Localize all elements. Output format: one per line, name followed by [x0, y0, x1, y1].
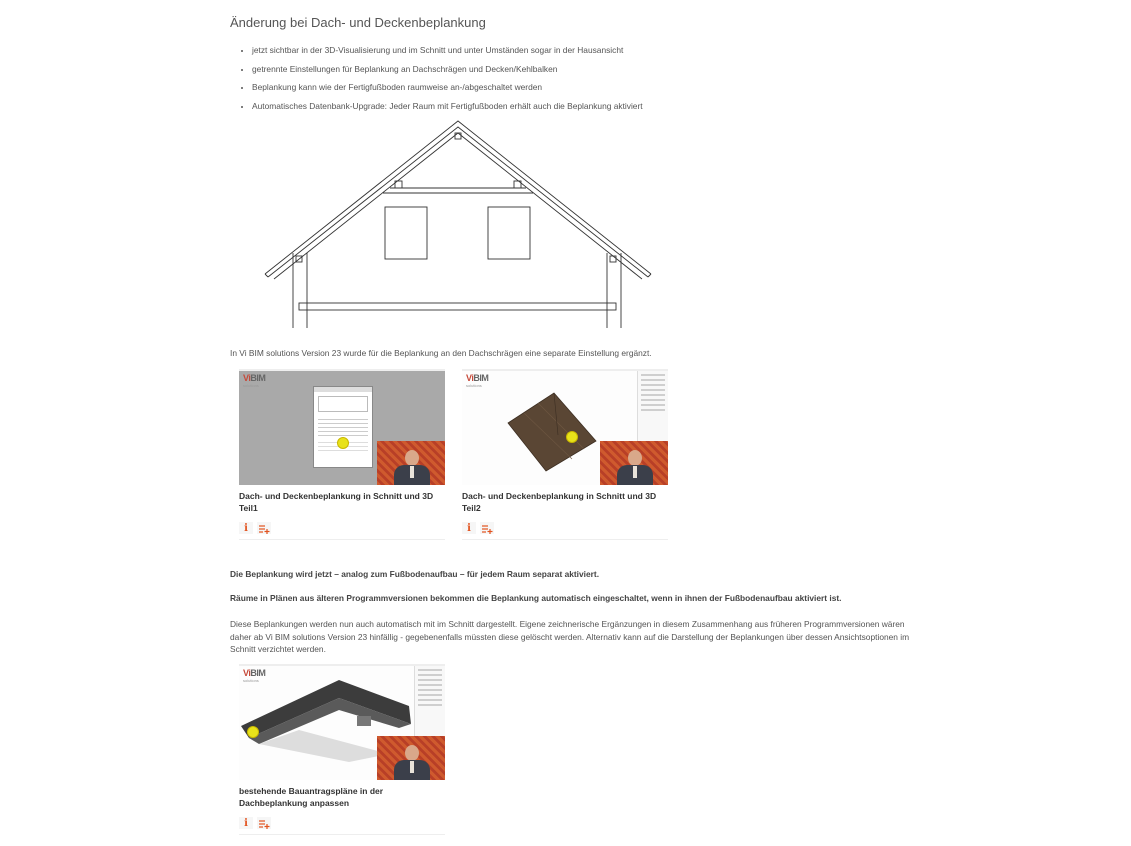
list-item: • Beplankung kann wie der Fertigfußboden raumweise an-/abgeschaltet werden — [252, 80, 643, 99]
roof-section-drawing — [262, 118, 654, 330]
video-thumbnail[interactable] — [239, 664, 445, 780]
video-title[interactable]: bestehende Bauantragspläne in der Dachbeplankung anpassen — [239, 786, 384, 808]
dialog-screenshot — [313, 386, 373, 468]
bold-statement-2: Räume in Plänen aus älteren Programmversionen bekommen die Beplankung automatisch eingeschaltet, wenn in ihnen der Fußbodenaufbau aktiviert ist. — [230, 593, 842, 603]
list-item: • jetzt sichtbar in der 3D-Visualisierung und im Schnitt und unter Umständen sogar in der Hausansicht — [252, 43, 643, 62]
cursor-highlight — [566, 431, 578, 443]
info-icon[interactable]: i — [239, 817, 253, 829]
video-card-1[interactable] — [239, 369, 445, 540]
detail-paragraph: Diese Beplankungen werden nun auch automatisch mit im Schnitt dargestellt. Eigene zeichnerische Ergänzungen in diesem Zusammenhang aus früheren Programmversionen wären daher ab Vi BIM solutions Version 23 hinfällig - gegebenenfalls müssten diese gelöscht werden. Alternativ kann auf die Darstellung der Beplankungen über dessen Ansichtsoptionen im Schnitt verzichtet werden. — [230, 619, 910, 654]
playlist-add-icon[interactable] — [480, 522, 494, 534]
vibim-logo: ViBIM solutions — [243, 373, 266, 388]
feature-list — [230, 43, 643, 117]
list-item: • getrennte Einstellungen für Beplankung an Dachschrägen und Decken/Kehlbalken — [252, 62, 643, 81]
vibim-logo: ViBIM solutions — [466, 373, 489, 388]
playlist-add-icon[interactable] — [257, 522, 271, 534]
video-title[interactable]: Dach- und Deckenbeplankung in Schnitt und 3D Teil2 — [462, 491, 657, 513]
cursor-highlight — [337, 437, 349, 449]
vibim-logo: ViBIM solutions — [243, 668, 266, 683]
section-heading: Änderung bei Dach- und Deckenbeplankung — [230, 15, 486, 30]
presenter-video — [377, 736, 445, 780]
video-card-3[interactable] — [239, 664, 445, 835]
presenter-video — [600, 441, 668, 485]
video-title[interactable]: Dach- und Deckenbeplankung in Schnitt und 3D Teil1 — [239, 491, 434, 513]
cursor-highlight — [247, 726, 259, 738]
video-card-2[interactable] — [462, 369, 668, 540]
video-thumbnail[interactable] — [239, 369, 445, 485]
playlist-add-icon[interactable] — [257, 817, 271, 829]
list-item: • Automatisches Datenbank-Upgrade: Jeder Raum mit Fertigfußboden erhält auch die Beplankung aktiviert — [252, 99, 643, 118]
presenter-video — [377, 441, 445, 485]
info-icon[interactable]: i — [239, 522, 253, 534]
info-icon[interactable]: i — [462, 522, 476, 534]
intro-paragraph: In Vi BIM solutions Version 23 wurde für die Beplankung an den Dachschrägen eine separate Einstellung ergänzt. — [230, 348, 652, 358]
video-thumbnail[interactable] — [462, 369, 668, 485]
bold-statement-1: Die Beplankung wird jetzt – analog zum Fußbodenaufbau – für jedem Raum separat aktiviert. — [230, 569, 600, 579]
